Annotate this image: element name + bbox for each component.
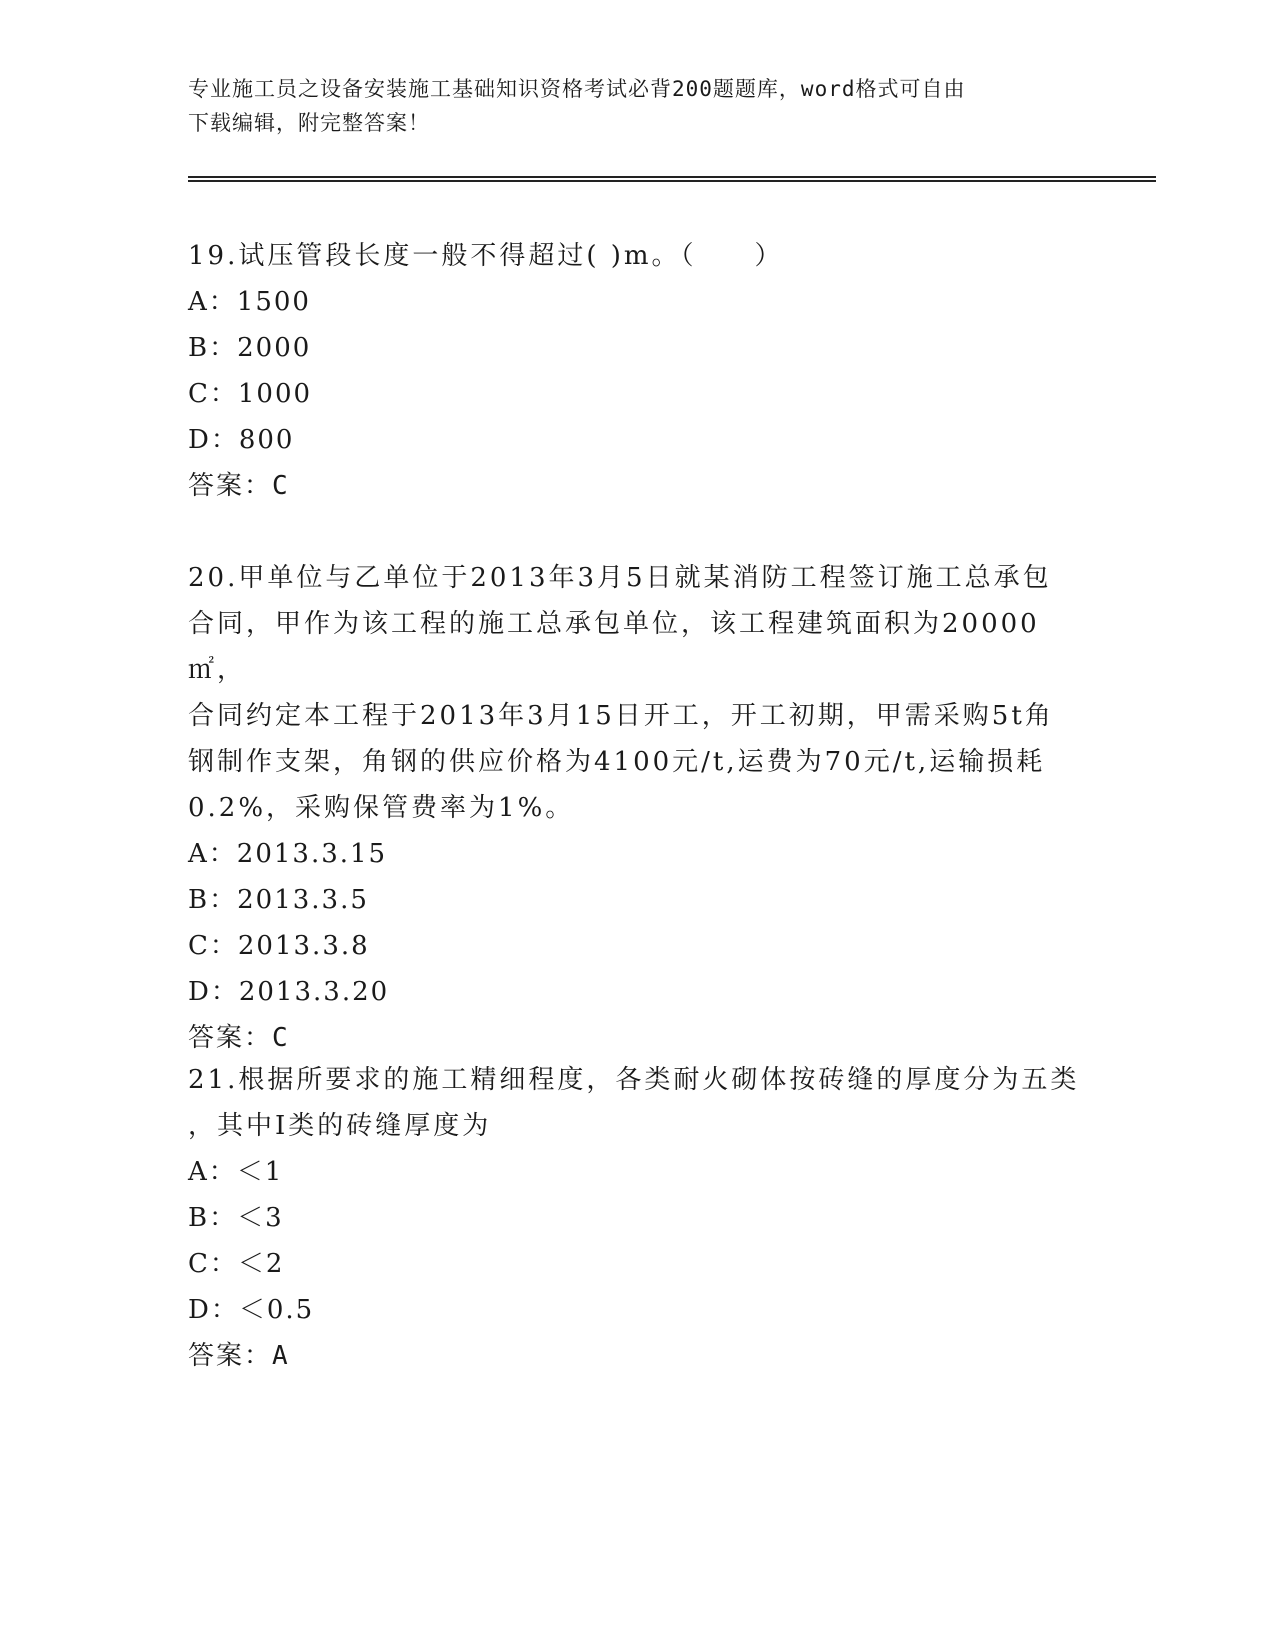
question-stem-line: 合同，甲作为该工程的施工总承包单位，该工程建筑面积为20000㎡， [188, 609, 1040, 685]
answer-line: 答案：C [188, 471, 290, 501]
option-a: A：1500 [188, 287, 311, 317]
answer-line: 答案：A [188, 1341, 290, 1371]
question-stem-line: 钢制作支架，角钢的供应价格为4100元/t,运费为70元/t,运输损耗 [188, 747, 1046, 777]
option-c: C：1000 [188, 379, 313, 409]
header-divider [188, 176, 1156, 182]
question-stem-line: 20.甲单位与乙单位于2013年3月5日就某消防工程签订施工总承包 [188, 563, 1052, 593]
question-stem-line: 0.2%，采购保管费率为1%。 [188, 793, 575, 823]
question-stem: 19.试压管段长度一般不得超过( )m。（ ） [188, 241, 784, 271]
question-stem-line: 合同约定本工程于2013年3月15日开工，开工初期，甲需采购5t角 [188, 701, 1054, 731]
option-a: A：2013.3.15 [188, 839, 388, 869]
answer-line: 答案：C [188, 1023, 290, 1053]
header-title-line-1: 专业施工员之设备安装施工基础知识资格考试必背200题题库，word格式可自由 [188, 77, 966, 101]
option-d: D：＜0.5 [188, 1295, 315, 1325]
option-c: C：＜2 [188, 1249, 285, 1279]
question-stem-line: ，其中Ⅰ类的砖缝厚度为 [188, 1111, 492, 1141]
option-b: B：2000 [188, 333, 312, 363]
option-a: A：＜1 [188, 1157, 284, 1187]
document-header [188, 72, 1068, 140]
header-title-line-2: 下载编辑，附完整答案！ [188, 111, 430, 135]
question-stem-line: 21.根据所要求的施工精细程度，各类耐火砌体按砖缝的厚度分为五类 [188, 1065, 1080, 1095]
question-19 [188, 233, 1088, 509]
question-20 [188, 555, 1088, 1061]
option-b: B：＜3 [188, 1203, 284, 1233]
option-d: D：2013.3.20 [188, 977, 390, 1007]
option-d: D：800 [188, 425, 295, 455]
option-b: B：2013.3.5 [188, 885, 369, 915]
question-21 [188, 1057, 1088, 1379]
option-c: C：2013.3.8 [188, 931, 370, 961]
